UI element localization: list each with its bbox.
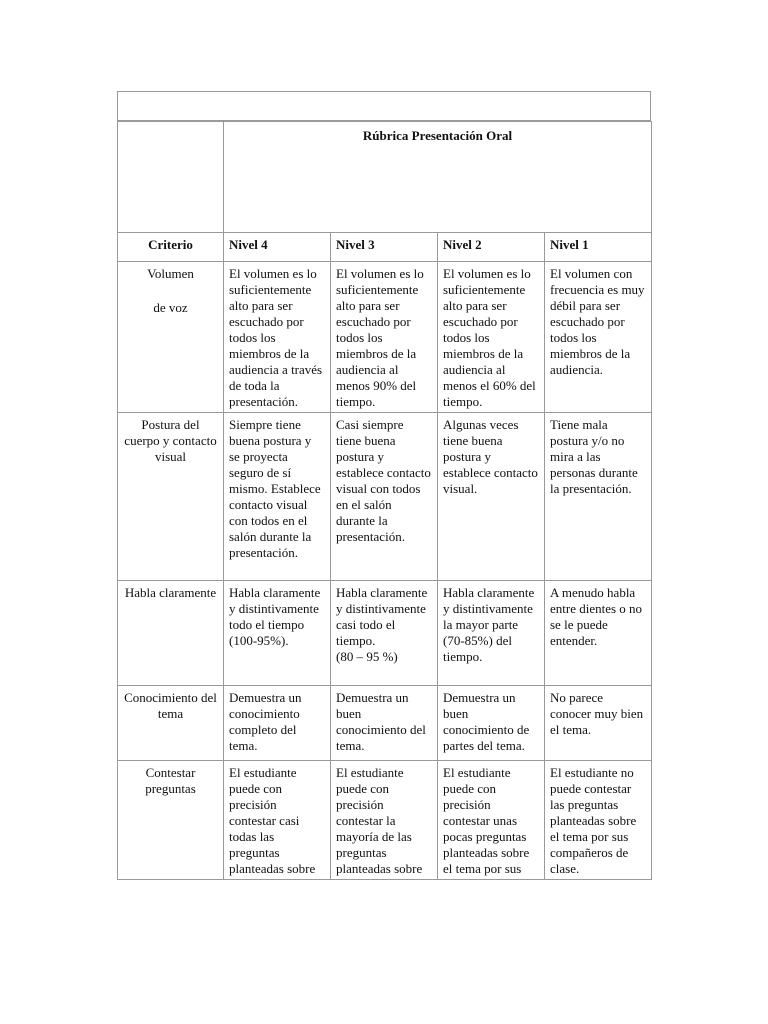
criterion-text: de voz bbox=[153, 300, 188, 315]
criterion-text: Volumen bbox=[147, 266, 194, 281]
level-cell: A menudo habla entre dientes o no se le puede entender. bbox=[545, 581, 652, 686]
rubric-title: Rúbrica Presentación Oral bbox=[224, 122, 652, 233]
title-row bbox=[118, 122, 652, 233]
level-text: Habla claramente y distintivamente casi todo el tiempo. bbox=[336, 585, 428, 648]
level-cell: El estudiante no puede contestar las preguntas planteadas sobre el tema por sus compañeros de clase. bbox=[545, 761, 652, 880]
level-cell bbox=[331, 581, 438, 686]
header-row bbox=[118, 233, 652, 262]
level-cell: No parece conocer muy bien el tema. bbox=[545, 686, 652, 761]
level-cell: El volumen es lo suficientemente alto para ser escuchado por todos los miembros de la audiencia al menos el 60% del tiempo. bbox=[438, 262, 545, 413]
level-cell: Casi siempre tiene buena postura y establece contacto visual con todos en el salón durante la presentación. bbox=[331, 413, 438, 581]
level-cell: Demuestra un conocimiento completo del tema. bbox=[224, 686, 331, 761]
title-left-cell bbox=[118, 122, 224, 233]
table-row bbox=[118, 581, 652, 686]
table-row bbox=[118, 413, 652, 581]
header-nivel-1: Nivel 1 bbox=[545, 233, 652, 262]
level-cell: El estudiante puede con precisión contestar casi todas las preguntas planteadas sobre bbox=[224, 761, 331, 880]
table-row bbox=[118, 761, 652, 880]
header-nivel-3: Nivel 3 bbox=[331, 233, 438, 262]
level-cell: El estudiante puede con precisión contestar unas pocas preguntas planteadas sobre el tema por sus bbox=[438, 761, 545, 880]
level-cell: El volumen es lo suficientemente alto para ser escuchado por todos los miembros de la audiencia al menos 90% del tiempo. bbox=[331, 262, 438, 413]
header-criterio: Criterio bbox=[118, 233, 224, 262]
level-cell: El volumen es lo suficientemente alto para ser escuchado por todos los miembros de la audiencia a través de toda la presentación. bbox=[224, 262, 331, 413]
criterion-conocimiento: Conocimiento del tema bbox=[118, 686, 224, 761]
header-nivel-2: Nivel 2 bbox=[438, 233, 545, 262]
criterion-habla: Habla claramente bbox=[118, 581, 224, 686]
level-cell: El estudiante puede con precisión contestar la mayoría de las preguntas planteadas sobre bbox=[331, 761, 438, 880]
criterion-postura: Postura del cuerpo y contacto visual bbox=[118, 413, 224, 581]
level-cell: Habla claramente y distintivamente la mayor parte (70-85%) del tiempo. bbox=[438, 581, 545, 686]
level-cell: El volumen con frecuencia es muy débil para ser escuchado por todos los miembros de la audiencia. bbox=[545, 262, 652, 413]
level-cell: Tiene mala postura y/o no mira a las personas durante la presentación. bbox=[545, 413, 652, 581]
criterion-contestar: Contestar preguntas bbox=[118, 761, 224, 880]
criterion-volumen bbox=[118, 262, 224, 413]
level-cell: Siempre tiene buena postura y se proyecta seguro de sí mismo. Establece contacto visual con todos en el salón durante la presentación. bbox=[224, 413, 331, 581]
level-cell: Demuestra un buen conocimiento del tema. bbox=[331, 686, 438, 761]
table-row bbox=[118, 262, 652, 413]
rubric-table bbox=[117, 121, 652, 880]
level-cell: Demuestra un buen conocimiento de partes del tema. bbox=[438, 686, 545, 761]
table-row bbox=[118, 686, 652, 761]
level-cell: Algunas veces tiene buena postura y establece contacto visual. bbox=[438, 413, 545, 581]
header-nivel-4: Nivel 4 bbox=[224, 233, 331, 262]
top-blank-row bbox=[117, 91, 651, 121]
level-text-extra: (80 – 95 %) bbox=[336, 649, 398, 664]
level-cell: Habla claramente y distintivamente todo el tiempo (100-95%). bbox=[224, 581, 331, 686]
